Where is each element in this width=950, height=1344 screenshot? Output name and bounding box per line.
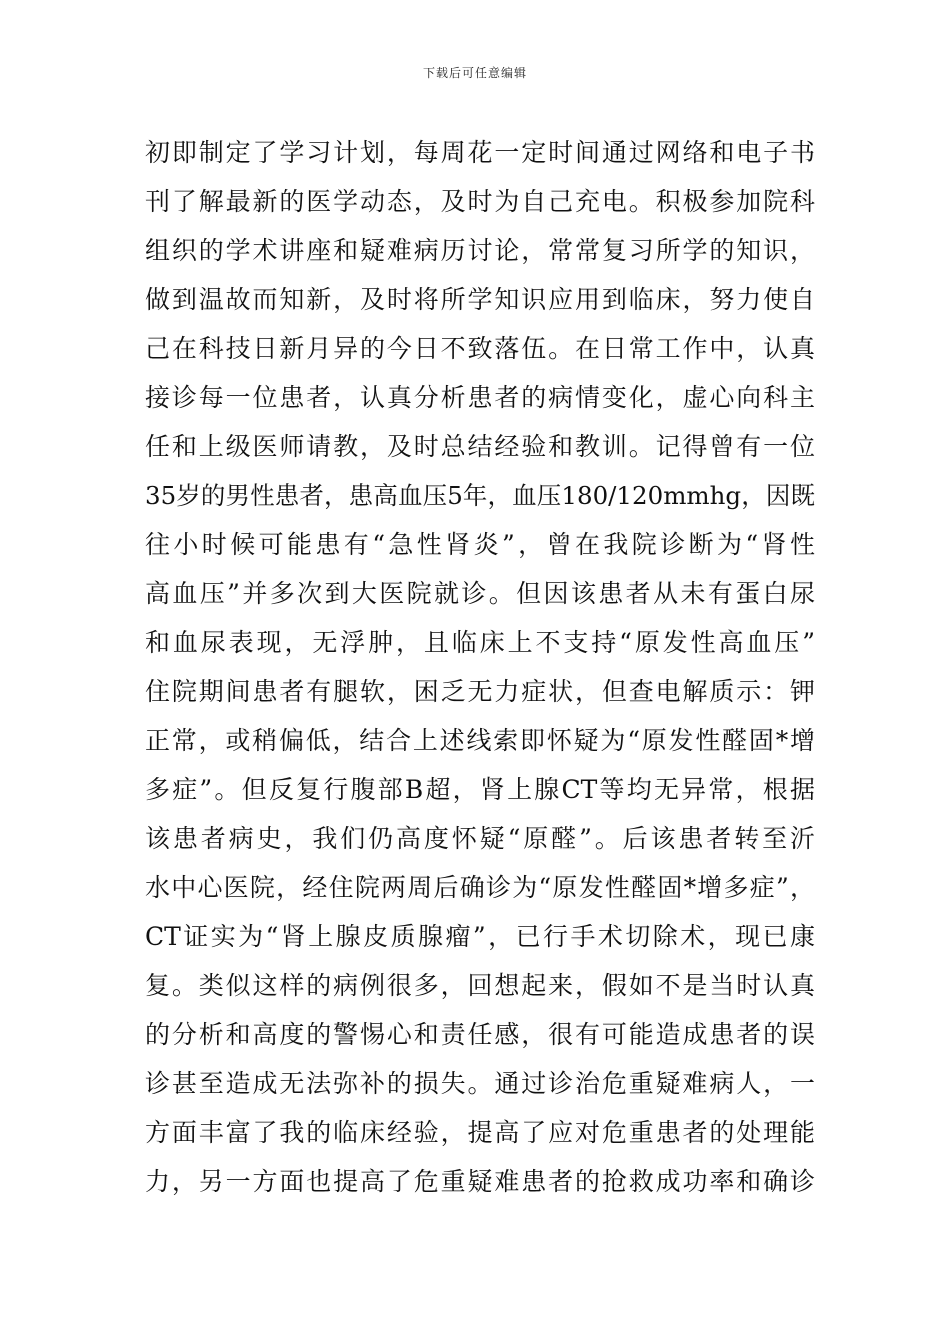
text-line: 初即制定了学习计划，每周花一定时间通过网络和电子书 <box>145 138 815 167</box>
text-line: 任和上级医师请教，及时总结经验和教训。记得曾有一位 <box>145 432 815 461</box>
text-line: 住院期间患者有腿软，困乏无力症状，但查电解质示：钾 <box>145 677 815 706</box>
text-line: 力，另一方面也提高了危重疑难患者的抢救成功率和确诊 <box>145 1167 815 1196</box>
text-line: 和血尿表现，无浮肿，且临床上不支持“原发性高血压” <box>145 628 815 657</box>
text-line: 水中心医院，经住院两周后确诊为“原发性醛固*增多症”， <box>145 873 815 902</box>
text-line: 35岁的男性患者，患高血压5年，血压180/120mmhg，因既 <box>145 481 815 510</box>
text-line: 复。类似这样的病例很多，回想起来，假如不是当时认真 <box>145 971 815 1000</box>
page-header: 下载后可任意编辑 <box>422 66 527 80</box>
text-line: 往小时候可能患有“急性肾炎”，曾在我院诊断为“肾性 <box>145 530 815 559</box>
text-line: CT证实为“肾上腺皮质腺瘤”，已行手术切除术，现已康 <box>145 922 815 951</box>
text-line: 的分析和高度的警惕心和责任感，很有可能造成患者的误 <box>145 1020 815 1049</box>
text-line: 己在科技日新月异的今日不致落伍。在日常工作中，认真 <box>145 334 815 363</box>
text-line: 接诊每一位患者，认真分析患者的病情变化，虚心向科主 <box>145 383 815 412</box>
text-line: 高血压”并多次到大医院就诊。但因该患者从未有蛋白尿 <box>145 579 815 608</box>
text-line: 该患者病史，我们仍高度怀疑“原醛”。后该患者转至沂 <box>145 824 815 853</box>
text-line: 多症”。但反复行腹部B超，肾上腺CT等均无异常，根据 <box>145 775 815 804</box>
text-line: 刊了解最新的医学动态，及时为自己充电。积极参加院科 <box>145 187 815 216</box>
body-text <box>145 128 815 1206</box>
text-line: 组织的学术讲座和疑难病历讨论，常常复习所学的知识， <box>145 236 815 265</box>
text-line: 正常，或稍偏低，结合上述线索即怀疑为“原发性醛固*增 <box>145 726 815 755</box>
text-line: 诊甚至造成无法弥补的损失。通过诊治危重疑难病人，一 <box>145 1069 815 1098</box>
text-line: 方面丰富了我的临床经验，提高了应对危重患者的处理能 <box>145 1118 815 1147</box>
text-line: 做到温故而知新，及时将所学知识应用到临床，努力使自 <box>145 285 815 314</box>
